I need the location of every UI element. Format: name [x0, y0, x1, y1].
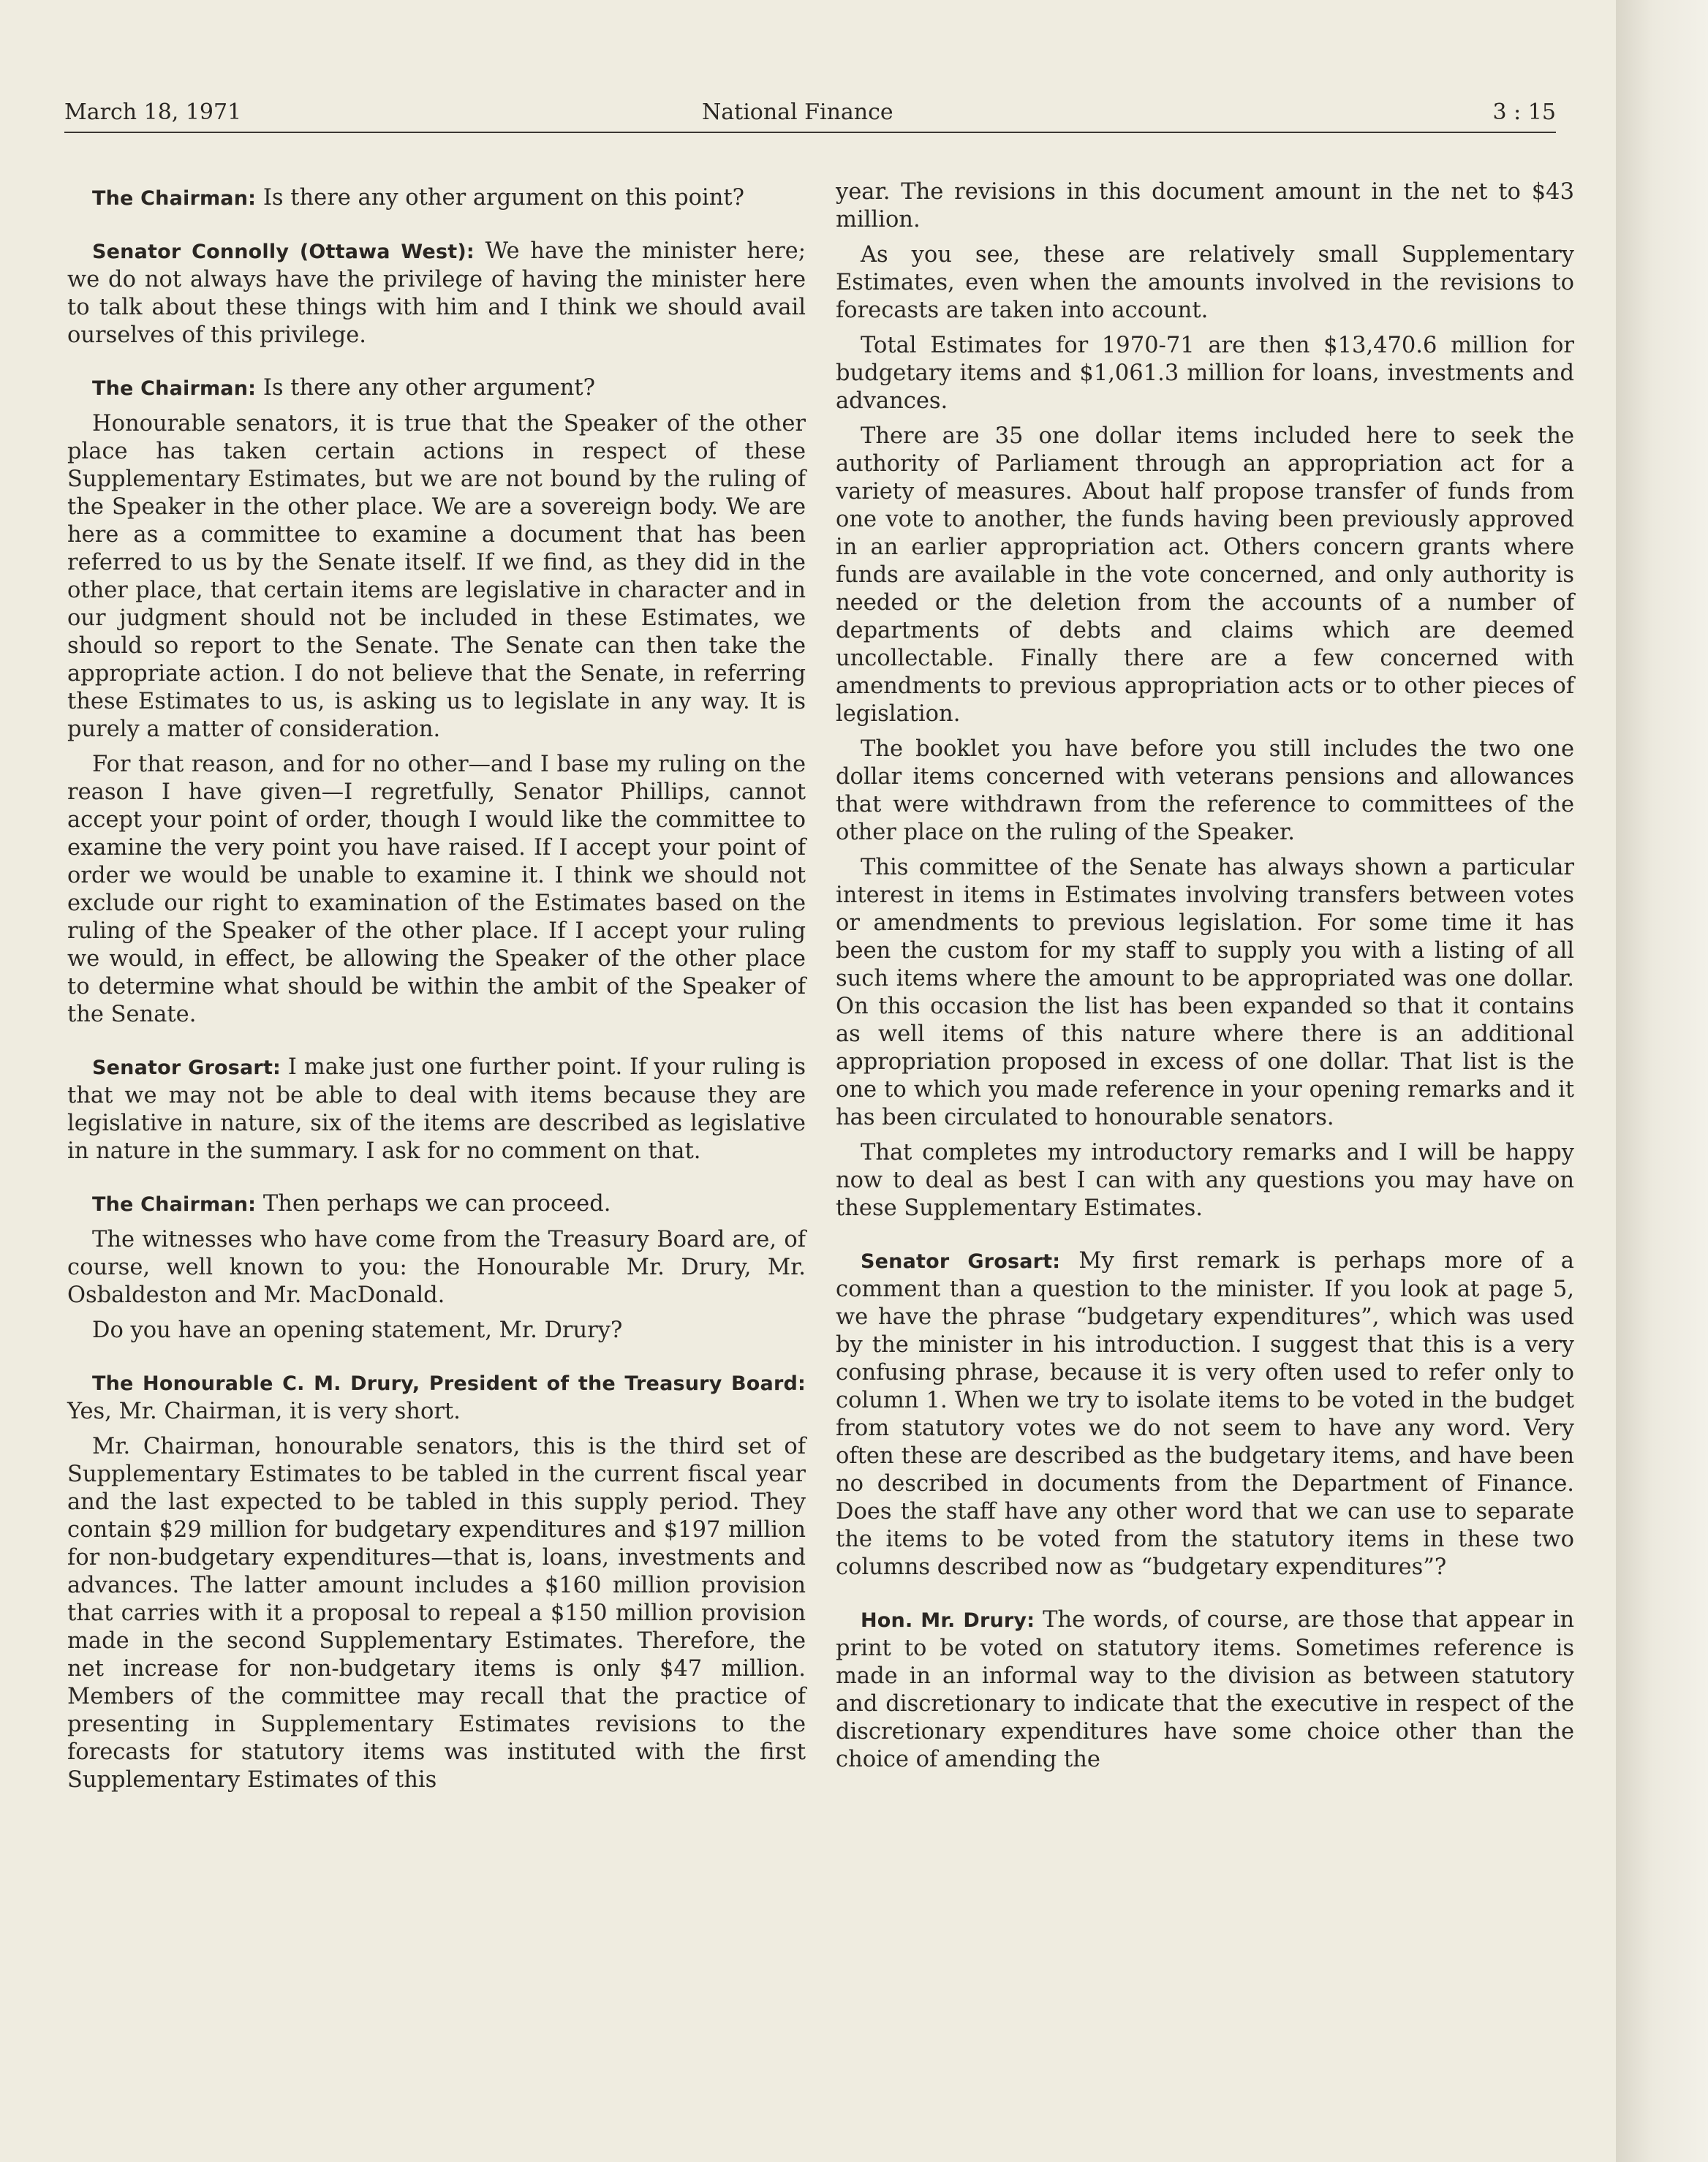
paragraph-text: Then perhaps we can proceed.: [262, 1191, 611, 1217]
paragraph: [67, 410, 806, 744]
header-page-number: 3 : 15: [1492, 99, 1556, 125]
header-title: National Finance: [702, 99, 893, 125]
paragraph-text: The witnesses who have come from the Treasury Board are, of course, well known to you: the Honourable Mr. Drury, Mr. Osbaldeston and Mr. MacDonald.: [67, 1227, 806, 1308]
speaker-name: The Honourable C. M. Drury, President of the Treasury Board:: [92, 1372, 806, 1395]
paragraph-text: My first remark is perhaps more of a comment than a question to the minister. If you look at page 5, we have the phrase “budgetary expenditures”, which was used by the minister in his introduction. I suggest that this is a very confusing phrase, because it is very often used to refer only to column 1. When we try to isolate items to be voted in the budget from statutory votes we do not seem to have any word. Very often these are described as the budgetary items, and have been no described in documents from the Department of Finance. Does the staff have any other word that we can use to separate the items to be voted from the statutory items in these two columns described now as “budgetary expenditures”?: [836, 1248, 1574, 1580]
paragraph: [67, 751, 806, 1029]
paragraph-text: Is there any other argument on this point?: [262, 185, 744, 211]
paragraph: [67, 1190, 806, 1219]
paragraph-text: There are 35 one dollar items included here to seek the authority of Parliament through an appropriation act for a variety of measures. About half propose transfer of funds from one vote to another, the funds having been previously approved in an earlier appropriation act. Others concern grants where funds are available in the vote concerned, and only authority is needed or the deletion from the accounts of a number of departments of debts and claims which are deemed uncollectable. Finally there are a few concerned with amendments to previous appropriation acts or to other pieces of legislation.: [836, 423, 1574, 727]
paragraph-text: Do you have an opening statement, Mr. Drury?: [92, 1318, 623, 1343]
right-column: [836, 178, 1574, 1781]
header-rule: [64, 132, 1556, 133]
paragraph: [67, 374, 806, 403]
paragraph-text: That completes my introductory remarks and I will be happy now to deal as best I can with any questions you may have on these Supplementary Estimates.: [836, 1140, 1574, 1221]
paragraph: [67, 238, 806, 349]
speaker-name: Hon. Mr. Drury:: [861, 1609, 1035, 1632]
speaker-name: The Chairman:: [92, 377, 257, 400]
paragraph-text: Honourable senators, it is true that the Speaker of the other place has taken certain actions in respect of these Supplementary Estimates, but we are not bound by the ruling of the Speaker in the other place. We are a sovereign body. We are here as a committee to examine a document that has been referred to us by the Senate itself. If we find, as they did in the other place, that certain items are legislative in character and in our judgment should not be included in these Estimates, we should so report to the Senate. The Senate can then take the appropriate action. I do not believe that the Senate, in referring these Estimates to us, is asking us to legislate in any way. It is purely a matter of consideration.: [67, 411, 806, 742]
paragraph-text: Yes, Mr. Chairman, it is very short.: [67, 1399, 461, 1424]
speaker-name: Senator Connolly (Ottawa West):: [92, 241, 475, 263]
paragraph-text: Is there any other argument?: [262, 375, 596, 401]
speaker-name: The Chairman:: [92, 1193, 257, 1216]
paragraph: [836, 1606, 1574, 1774]
paragraph-text: I make just one further point. If your ruling is that we may not be able to deal with items because they are legislative in nature, six of the items are described as legislative in nature in the summary. I ask for no comment on that.: [67, 1054, 806, 1164]
paragraph-text: Mr. Chairman, honourable senators, this is the third set of Supplementary Estimates to be tabled in the current fiscal year and the last expected to be tabled in this supply period. They contain $29 million for budgetary expenditures and $197 million for non-budgetary expenditures—that is, loans, investments and advances. The latter amount includes a $160 million provision that carries with it a proposal to repeal a $150 million provision made in the second Supplementary Estimates. Therefore, the net increase for non-budgetary items is only $47 million. Members of the committee may recall that the practice of presenting in Supplementary Estimates revisions to the forecasts for statutory items was instituted with the first Supplementary Estimates of this: [67, 1434, 806, 1793]
paragraph: [836, 332, 1574, 415]
paragraph-text: This committee of the Senate has always shown a particular interest in items in Estimates involving transfers between votes or amendments to previous legislation. For some time it has been the custom for my staff to supply you with a listing of all such items where the amount to be appropriated was one dollar. On this occasion the list has been expanded so that it contains as well items of this nature where there is an additional appropriation proposed in excess of one dollar. That list is the one to which you made reference in your opening remarks and it has been circulated to honourable senators.: [836, 855, 1574, 1130]
paragraph: [67, 184, 806, 213]
paragraph-text: The words, of course, are those that appear in print to be voted on statutory items. Sometimes reference is made in an informal way to the division as between statutory and discretionary to indicate that the executive in respect of the discretionary expenditures have some choice other than the choice of amending the: [836, 1607, 1574, 1772]
paragraph: [67, 1433, 806, 1794]
paragraph: [836, 854, 1574, 1132]
speaker-name: The Chairman:: [92, 187, 257, 210]
paragraph: [836, 423, 1574, 728]
paragraph-text: We have the minister here; we do not always have the privilege of having the minister here to talk about these things with him and I think we should avail ourselves of this privilege.: [67, 238, 806, 348]
paragraph: [836, 1139, 1574, 1222]
paragraph: [836, 736, 1574, 847]
page-edge: [1616, 0, 1708, 2162]
speaker-name: Senator Grosart:: [92, 1057, 281, 1079]
paragraph: [67, 1317, 806, 1345]
page-header: [64, 99, 1556, 132]
paragraph: [836, 1247, 1574, 1581]
paragraph: [67, 1369, 806, 1426]
speaker-name: Senator Grosart:: [861, 1250, 1061, 1273]
paragraph: [67, 1054, 806, 1165]
paragraph-text: year. The revisions in this document amount in the net to $43 million.: [836, 179, 1574, 233]
paragraph: [67, 1226, 806, 1309]
paragraph-text: The booklet you have before you still includes the two one dollar items concerned with veterans pensions and allowances that were withdrawn from the reference to committees of the other place on the ruling of the Speaker.: [836, 736, 1574, 845]
header-date: March 18, 1971: [64, 99, 242, 125]
paragraph: [836, 241, 1574, 325]
paragraph-text: Total Estimates for 1970-71 are then $13,470.6 million for budgetary items and $1,061.3 million for loans, investments and advances.: [836, 333, 1574, 414]
paragraph-text: As you see, these are relatively small Supplementary Estimates, even when the amounts involved in the revisions to forecasts are taken into account.: [836, 242, 1574, 323]
left-column: [67, 184, 806, 1802]
paragraph-text: For that reason, and for no other—and I base my ruling on the reason I have given—I regretfully, Senator Phillips, cannot accept your point of order, though I would like the committee to examine the very point you have raised. If I accept your point of order we would be unable to examine it. I think we should not exclude our right to examination of the Estimates based on the ruling of the Speaker of the other place. If I accept your ruling we would, in effect, be allowing the Speaker of the other place to determine what should be within the ambit of the Speaker of the Senate.: [67, 752, 806, 1027]
paragraph: [836, 178, 1574, 234]
